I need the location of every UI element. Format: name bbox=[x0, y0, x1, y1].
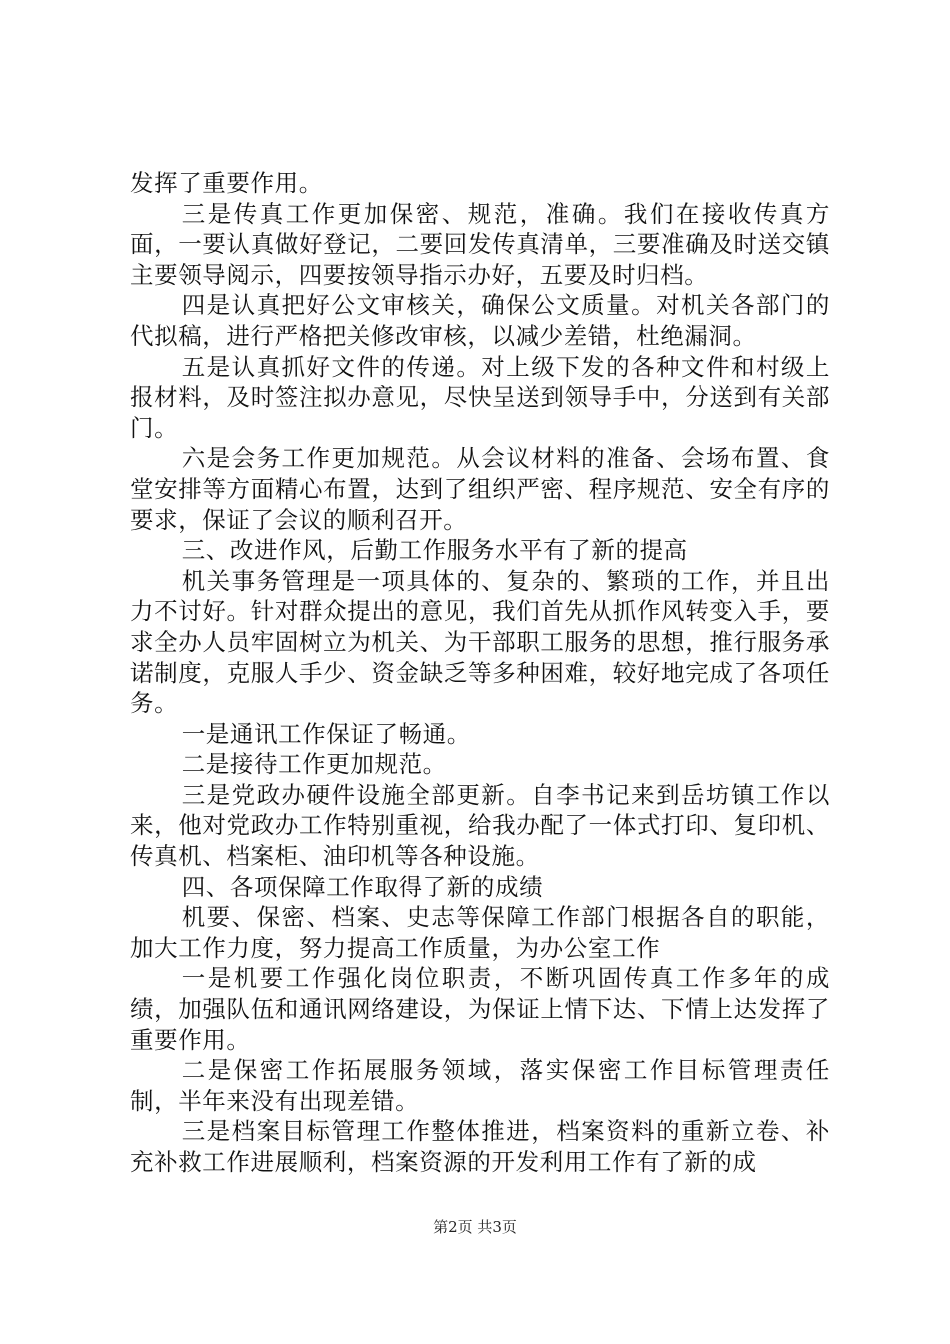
paragraph: 三是档案目标管理工作整体推进，档案资料的重新立卷、补充补救工作进展顺利，档案资源的开发利用工作有了新的成 bbox=[130, 1117, 830, 1176]
paragraph: 五是认真抓好文件的传递。对上级下发的各种文件和村级上报材料，及时签注拟办意见，尽快呈送到领导手中，分送到有关部门。 bbox=[130, 352, 830, 442]
paragraph: 一是机要工作强化岗位职责，不断巩固传真工作多年的成绩，加强队伍和通讯网络建设，为保证上情下达、下情上达发挥了重要作用。 bbox=[130, 964, 830, 1054]
paragraph: 机关事务管理是一项具体的、复杂的、繁琐的工作，并且出力不讨好。针对群众提出的意见，我们首先从抓作风转变入手，要求全办人员牢固树立为机关、为干部职工服务的思想，推行服务承诺制度，克服人手少、资金缺乏等多种困难，较好地完成了各项任务。 bbox=[130, 566, 830, 718]
paragraph: 六是会务工作更加规范。从会议材料的准备、会场布置、食堂安排等方面精心布置，达到了组织严密、程序规范、安全有序的要求，保证了会议的顺利召开。 bbox=[130, 444, 830, 534]
paragraph: 一是通讯工作保证了畅通。 bbox=[181, 719, 471, 748]
paragraph: 四是认真把好公文审核关，确保公文质量。对机关各部门的代拟稿，进行严格把关修改审核，以减少差错，杜绝漏洞。 bbox=[130, 291, 830, 350]
paragraph: 二是保密工作拓展服务领域，落实保密工作目标管理责任制，半年来没有出现差错。 bbox=[130, 1056, 830, 1115]
paragraph: 二是接待工作更加规范。 bbox=[181, 750, 447, 779]
section-heading: 三、改进作风，后勤工作服务水平有了新的提高 bbox=[181, 536, 688, 565]
page-number-footer: 第2页 共3页 bbox=[433, 1218, 517, 1236]
paragraph: 发挥了重要作用。 bbox=[130, 169, 323, 197]
section-heading: 四、各项保障工作取得了新的成绩 bbox=[181, 872, 544, 901]
paragraph: 三是党政办硬件设施全部更新。自李书记来到岳坊镇工作以来，他对党政办工作特别重视，给我办配了一体式打印、复印机、传真机、档案柜、油印机等各种设施。 bbox=[130, 780, 830, 871]
document-body bbox=[130, 168, 830, 1178]
paragraph: 机要、保密、档案、史志等保障工作部门根据各自的职能，加大工作力度，努力提高工作质量，为办公室工作 bbox=[130, 903, 830, 962]
paragraph: 三是传真工作更加保密、规范，准确。我们在接收传真方面，一要认真做好登记，二要回发传真清单，三要准确及时送交镇主要领导阅示，四要按领导指示办好，五要及时归档。 bbox=[130, 199, 830, 289]
